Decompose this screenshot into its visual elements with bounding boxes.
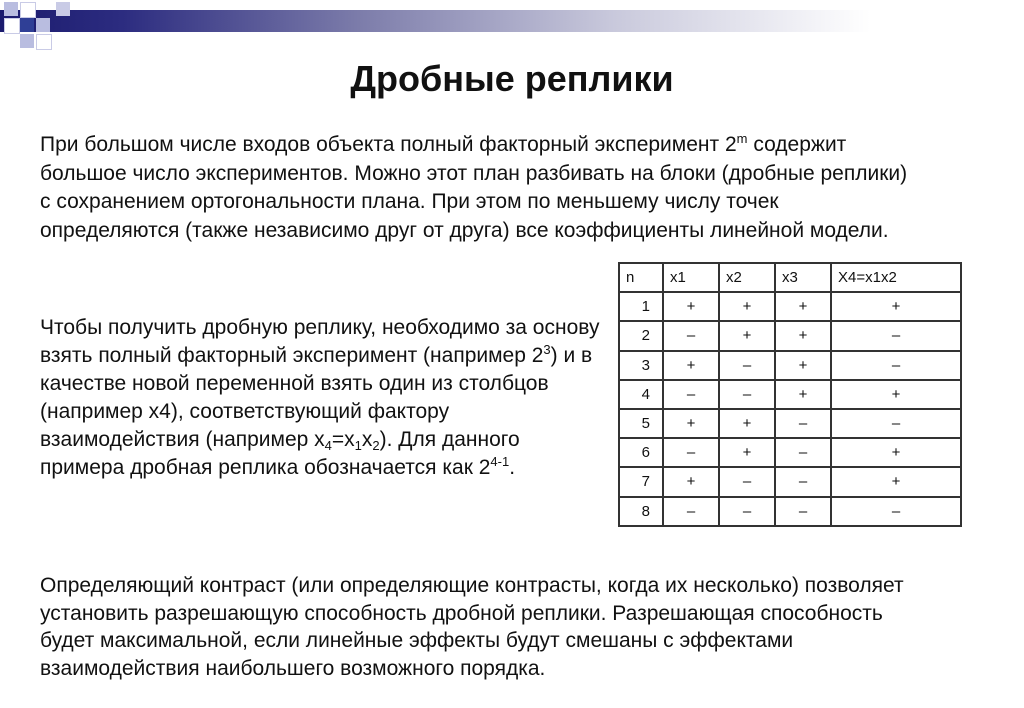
sign-cell: –	[775, 409, 831, 438]
header-x4: X4=x1x2	[831, 263, 961, 292]
sign-cell: –	[663, 321, 719, 350]
sign-cell: +	[775, 292, 831, 321]
sign-cell: +	[663, 292, 719, 321]
header-x1: x1	[663, 263, 719, 292]
table-row	[619, 467, 961, 496]
sign-cell: +	[719, 292, 775, 321]
row-number-cell: 1	[619, 292, 663, 321]
sign-cell: –	[719, 497, 775, 526]
row-number-cell: 6	[619, 438, 663, 467]
contrast-paragraph: Определяющий контраст (или определяющие контрасты, когда их несколько) позволяет установить разрешающую способность дробной реплики. Разрешающая способность будет максимальной, если линейные эффекты будут смешаны с эффектами взаимодействия наибольшего возможного порядка.	[40, 574, 904, 680]
header-n: n	[619, 263, 663, 292]
header-x3: x3	[775, 263, 831, 292]
table-row	[619, 380, 961, 409]
row-number-cell: 7	[619, 467, 663, 496]
sign-cell: +	[719, 438, 775, 467]
fractional-replica-table	[618, 262, 962, 527]
sign-cell: –	[831, 409, 961, 438]
sign-cell: –	[775, 467, 831, 496]
table-header-row	[619, 263, 961, 292]
sign-cell: +	[831, 467, 961, 496]
table-row	[619, 292, 961, 321]
sign-cell: –	[663, 380, 719, 409]
sign-cell: –	[719, 467, 775, 496]
table-row	[619, 438, 961, 467]
method-paragraph: Чтобы получить дробную реплику, необходимо за основу взять полный факторный эксперимент (например $2^3$) и в качестве новой переменной взять один из столбцов (например х4), соответствующий фактору взаимодействия (например $х_4=х_1х_2$). Для данного примера дробная реплика обозначается как 2$^{4-1}$.	[40, 316, 600, 479]
intro-paragraph: При большом числе входов объекта полный факторный эксперимент 2$^m$ содержит большое число экспериментов. Можно этот план разбивать на блоки (дробные реплики) с сохранением ортогональности плана. При этом по меньшему числу точек определяются (также независимо друг от друга) все коэффициенты линейной модели.	[40, 131, 908, 242]
slide-title: Дробные реплики	[350, 58, 674, 99]
sign-cell: +	[831, 380, 961, 409]
sign-cell: +	[775, 351, 831, 380]
sign-cell: +	[663, 409, 719, 438]
corner-squares-decor	[0, 0, 80, 60]
sign-cell: +	[719, 409, 775, 438]
sign-cell: +	[831, 438, 961, 467]
sign-cell: +	[831, 292, 961, 321]
sign-cell: –	[831, 351, 961, 380]
table-row	[619, 351, 961, 380]
row-number-cell: 4	[619, 380, 663, 409]
table-row	[619, 409, 961, 438]
table-row	[619, 497, 961, 526]
sign-cell: +	[719, 321, 775, 350]
sign-cell: –	[663, 438, 719, 467]
sign-cell: –	[719, 351, 775, 380]
row-number-cell: 2	[619, 321, 663, 350]
row-number-cell: 5	[619, 409, 663, 438]
sign-cell: +	[775, 380, 831, 409]
sign-cell: +	[663, 467, 719, 496]
table-row	[619, 321, 961, 350]
top-decor-bar	[0, 10, 1024, 32]
sign-cell: –	[775, 497, 831, 526]
sign-cell: –	[719, 380, 775, 409]
sign-cell: –	[663, 497, 719, 526]
sign-cell: –	[775, 438, 831, 467]
sign-cell: –	[831, 321, 961, 350]
sign-cell: –	[831, 497, 961, 526]
sign-cell: +	[775, 321, 831, 350]
header-x2: x2	[719, 263, 775, 292]
row-number-cell: 3	[619, 351, 663, 380]
sign-cell: +	[663, 351, 719, 380]
row-number-cell: 8	[619, 497, 663, 526]
